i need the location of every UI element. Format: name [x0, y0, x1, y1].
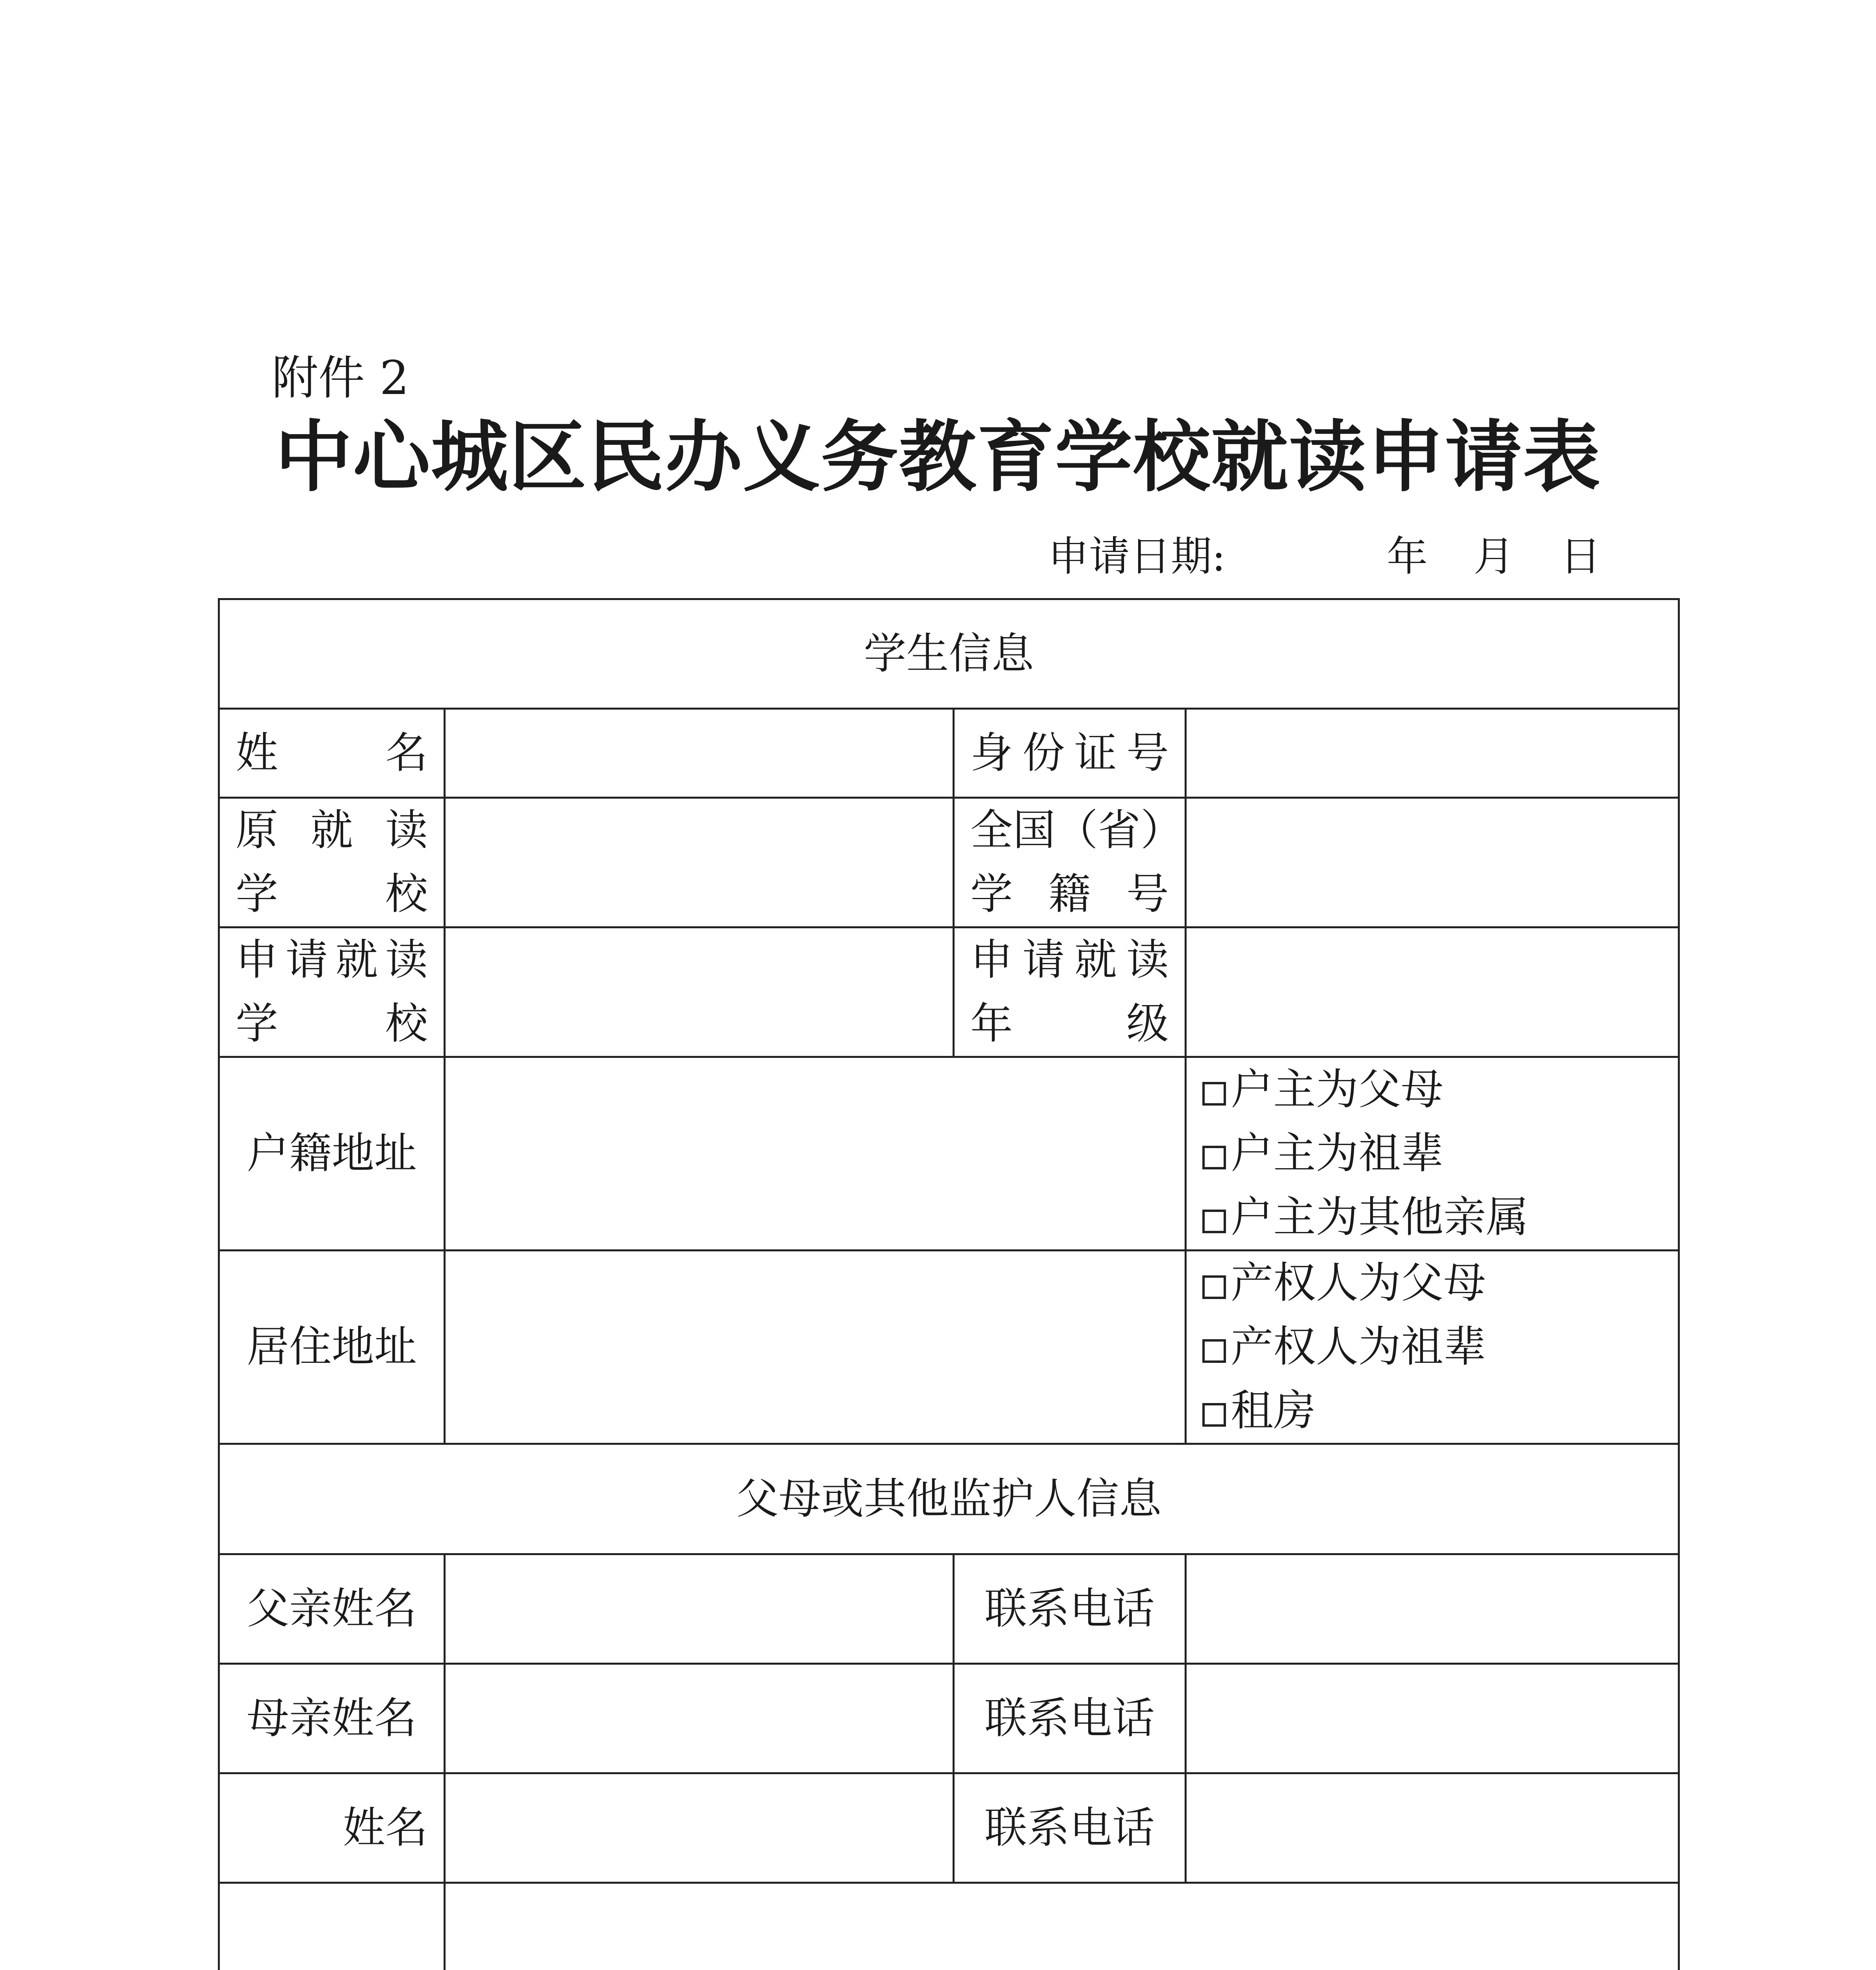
mother-phone-field[interactable] — [1186, 1664, 1679, 1773]
household-option[interactable] — [1202, 1122, 1662, 1186]
mother-name-field[interactable] — [445, 1664, 954, 1773]
father-name-label: 父亲姓名 — [219, 1554, 445, 1664]
residence-option-label: 产权人为祖辈 — [1231, 1322, 1486, 1372]
residence-option[interactable] — [1202, 1315, 1662, 1379]
apply-school-label-line2: 学 校 — [236, 999, 428, 1048]
checkbox-icon[interactable] — [1202, 1082, 1226, 1106]
student-name-label: 姓 名 — [219, 709, 445, 798]
date-month: 月 — [1473, 532, 1515, 580]
apply-school-label — [219, 927, 445, 1057]
apply-school-label-line1: 申请就读 — [236, 935, 428, 985]
other-guardian-phone-label: 联系电话 — [954, 1773, 1186, 1883]
residence-option-label: 租房 — [1231, 1386, 1316, 1435]
father-phone-field[interactable] — [1186, 1554, 1679, 1664]
household-option[interactable] — [1202, 1058, 1662, 1122]
prev-school-label-line1: 原就读 — [236, 806, 428, 855]
other-guardian-name-field[interactable] — [445, 1773, 954, 1883]
date-label: 申请日期: — [1048, 532, 1226, 580]
id-number-label: 身份证号 — [954, 709, 1186, 798]
apply-grade-label-line1: 申请就读 — [970, 935, 1169, 985]
residence-address-label: 居住地址 — [219, 1251, 445, 1444]
father-name-field[interactable] — [445, 1554, 954, 1664]
household-option-label: 户主为父母 — [1231, 1065, 1444, 1114]
national-student-no-field[interactable] — [1186, 798, 1679, 927]
checkbox-icon[interactable] — [1202, 1275, 1226, 1299]
residence-option-label: 产权人为父母 — [1231, 1258, 1486, 1308]
household-options — [1186, 1057, 1679, 1251]
household-address-label: 户籍地址 — [219, 1057, 445, 1251]
household-option[interactable] — [1202, 1186, 1662, 1249]
mother-name-label: 母亲姓名 — [219, 1664, 445, 1773]
household-address-field[interactable] — [445, 1057, 1186, 1251]
special-type-label — [219, 1883, 445, 1970]
residence-options — [1186, 1251, 1679, 1444]
apply-grade-field[interactable] — [1186, 927, 1679, 1057]
national-student-no-label — [954, 798, 1186, 927]
prev-school-label — [219, 798, 445, 927]
apply-school-field[interactable] — [445, 927, 954, 1057]
household-option-label: 户主为其他亲属 — [1231, 1193, 1529, 1242]
national-student-no-label-line1: 全国（省） — [970, 806, 1183, 855]
other-guardian-name-label: 姓名 — [219, 1773, 445, 1883]
date-year: 年 — [1387, 532, 1428, 580]
prev-school-label-line2: 学 校 — [236, 870, 428, 919]
household-option-label: 户主为祖辈 — [1231, 1129, 1444, 1178]
father-phone-label: 联系电话 — [954, 1554, 1186, 1664]
residence-address-field[interactable] — [445, 1251, 1186, 1444]
special-type-options — [445, 1883, 1679, 1970]
form-title: 中心城区民办义务教育学校就读申请表 — [275, 412, 1601, 502]
checkbox-icon[interactable] — [1202, 1146, 1226, 1169]
checkbox-icon[interactable] — [1202, 1339, 1226, 1363]
date-day: 日 — [1560, 532, 1601, 580]
mother-phone-label: 联系电话 — [954, 1664, 1186, 1773]
residence-option[interactable] — [1202, 1251, 1662, 1315]
apply-grade-label-line2: 年 级 — [970, 999, 1169, 1048]
other-guardian-phone-field[interactable] — [1186, 1773, 1679, 1883]
id-number-field[interactable] — [1186, 709, 1679, 798]
checkbox-icon[interactable] — [1202, 1403, 1226, 1427]
student-name-field[interactable] — [445, 709, 954, 798]
checkbox-icon[interactable] — [1202, 1210, 1226, 1233]
application-form-table — [218, 598, 1680, 1970]
residence-option[interactable] — [1202, 1379, 1662, 1443]
guardian-info-section-title: 父母或其他监护人信息 — [219, 1444, 1679, 1554]
apply-grade-label — [954, 927, 1186, 1057]
attachment-label: 附件 2 — [272, 351, 409, 405]
student-info-section-title: 学生信息 — [219, 599, 1679, 709]
national-student-no-label-line2: 学籍号 — [970, 870, 1169, 919]
prev-school-field[interactable] — [445, 798, 954, 927]
